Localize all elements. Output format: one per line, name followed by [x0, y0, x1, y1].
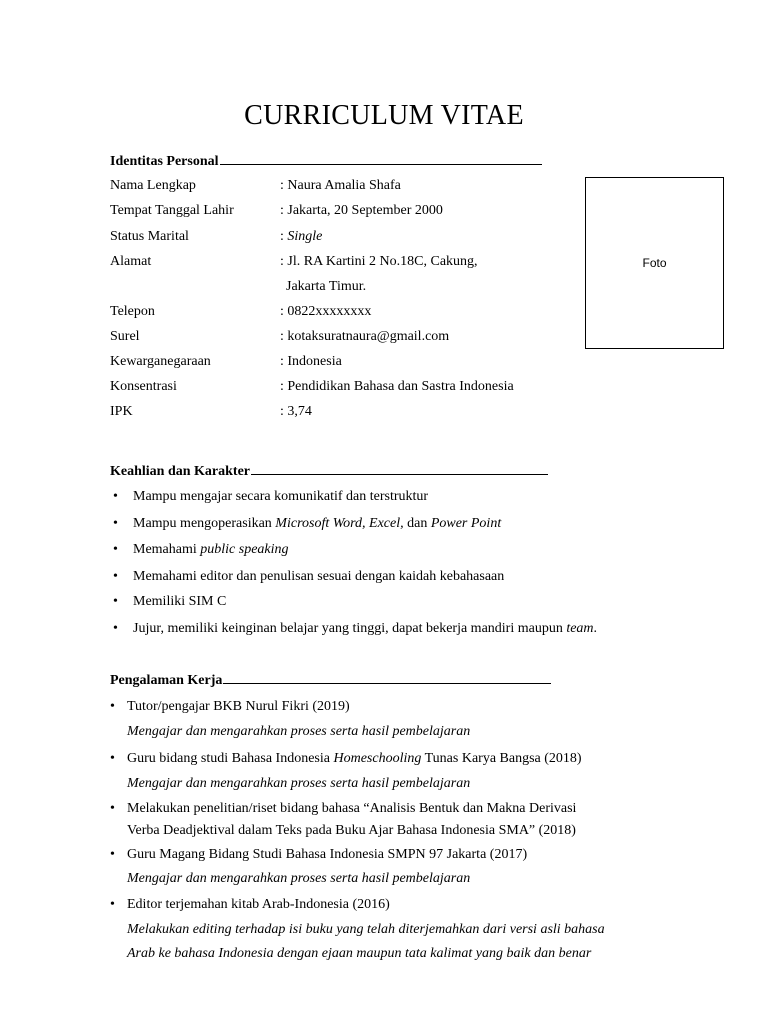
identity-row-birth: Tempat Tanggal Lahir : Jakarta, 20 September 2000	[110, 203, 443, 218]
photo-placeholder	[585, 177, 724, 349]
work-item-description-continued: Arab ke bahasa Indonesia dengan ejaan maupun tata kalimat yang baik dan benar	[127, 946, 592, 961]
work-item-title-continued: Verba Deadjektival dalam Teks pada Buku Ajar Bahasa Indonesia SMA” (2018)	[127, 823, 576, 838]
identity-row-citizenship: Kewarganegaraan : Indonesia	[110, 354, 342, 369]
bullet-icon: •	[113, 516, 118, 531]
work-item-description: Mengajar dan mengarahkan proses serta hasil pembelajaran	[127, 871, 471, 886]
bullet-icon: •	[113, 621, 118, 636]
bullet-icon: •	[113, 594, 118, 609]
bullet-icon: •	[113, 542, 118, 557]
section-heading-identity: Identitas Personal	[110, 154, 542, 170]
bullet-icon: •	[113, 569, 118, 584]
page-title: CURRICULUM VITAE	[244, 100, 524, 131]
identity-row-email: Surel : kotaksuratnaura@gmail.com	[110, 329, 450, 344]
identity-row-phone: Telepon : 0822xxxxxxxx	[110, 304, 372, 319]
section-heading-skills: Keahlian dan Karakter	[110, 464, 548, 480]
identity-row-marital: Status Marital : Single	[110, 229, 323, 244]
bullet-icon: •	[110, 801, 115, 816]
bullet-icon: •	[113, 489, 118, 504]
work-item-description: Mengajar dan mengarahkan proses serta hasil pembelajaran	[127, 776, 471, 791]
photo-label: Foto	[642, 256, 667, 270]
bullet-icon: •	[110, 847, 115, 862]
work-item-description: Melakukan editing terhadap isi buku yang telah diterjemahkan dari versi asli bahasa	[127, 922, 605, 937]
bullet-icon: •	[110, 897, 115, 912]
bullet-icon: •	[110, 751, 115, 766]
heading-underline	[223, 682, 551, 684]
bullet-icon: •	[110, 699, 115, 714]
section-heading-work: Pengalaman Kerja	[110, 673, 551, 689]
identity-address-continued: Jakarta Timur.	[286, 279, 367, 294]
identity-row-name: Nama Lengkap : Naura Amalia Shafa	[110, 178, 401, 193]
identity-row-concentration: Konsentrasi : Pendidikan Bahasa dan Sastra Indonesia	[110, 379, 514, 394]
identity-row-gpa: IPK : 3,74	[110, 404, 312, 419]
identity-row-address: Alamat : Jl. RA Kartini 2 No.18C, Cakung,	[110, 254, 478, 269]
heading-underline	[251, 473, 548, 475]
heading-underline	[220, 163, 542, 165]
work-item-description: Mengajar dan mengarahkan proses serta hasil pembelajaran	[127, 724, 471, 739]
